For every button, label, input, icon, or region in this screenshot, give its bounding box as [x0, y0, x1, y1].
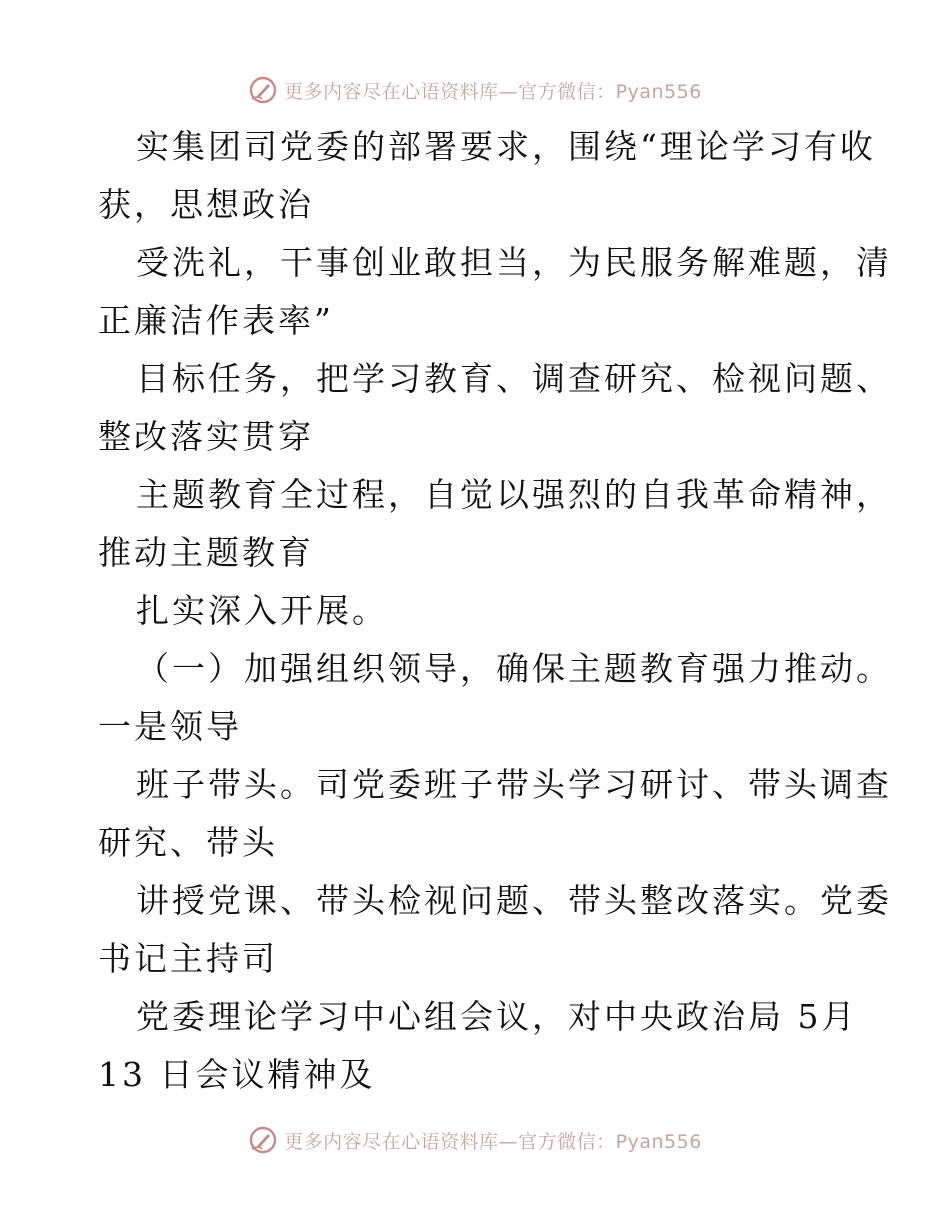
pen-circle-logo-icon [248, 1125, 278, 1155]
text-line: 目标任务，把学习教育、调查研究、检视问题、 [136, 359, 892, 398]
header-watermark [0, 70, 950, 110]
text-line: 一是领导 [98, 707, 242, 746]
document-body [98, 118, 892, 1104]
text-line: 13 日会议精神及 [98, 1055, 376, 1094]
text-line: 班子带头。司党委班子带头学习研讨、带头调查 [136, 765, 892, 804]
text-line: 受洗礼，干事创业敢担当，为民服务解难题，清 [136, 243, 892, 282]
text-line: 研究、带头 [98, 823, 278, 862]
text-line: 党委理论学习中心组会议，对中央政治局 5月 [136, 997, 858, 1036]
pen-circle-logo-icon [248, 75, 278, 105]
text-line: 扎实深入开展。 [136, 591, 388, 630]
text-line: 主题教育全过程，自觉以强烈的自我革命精神， [136, 475, 892, 514]
header-watermark-text: 更多内容尽在心语资料库—官方微信：Pyan556 [284, 80, 702, 103]
text-line: 正廉洁作表率” [98, 301, 334, 340]
text-line: （一）加强组织领导，确保主题教育强力推动。 [136, 649, 892, 688]
text-line: 书记主持司 [98, 939, 278, 978]
footer-watermark [0, 1120, 950, 1160]
text-line: 整改落实贯穿 [98, 417, 314, 456]
text-line: 获，思想政治 [98, 185, 314, 224]
text-line: 讲授党课、带头检视问题、带头整改落实。党委 [136, 881, 892, 920]
text-line: 实集团司党委的部署要求，围绕“理论学习有收 [136, 127, 876, 166]
text-line: 推动主题教育 [98, 533, 314, 572]
footer-watermark-text: 更多内容尽在心语资料库—官方微信：Pyan556 [284, 1130, 702, 1153]
